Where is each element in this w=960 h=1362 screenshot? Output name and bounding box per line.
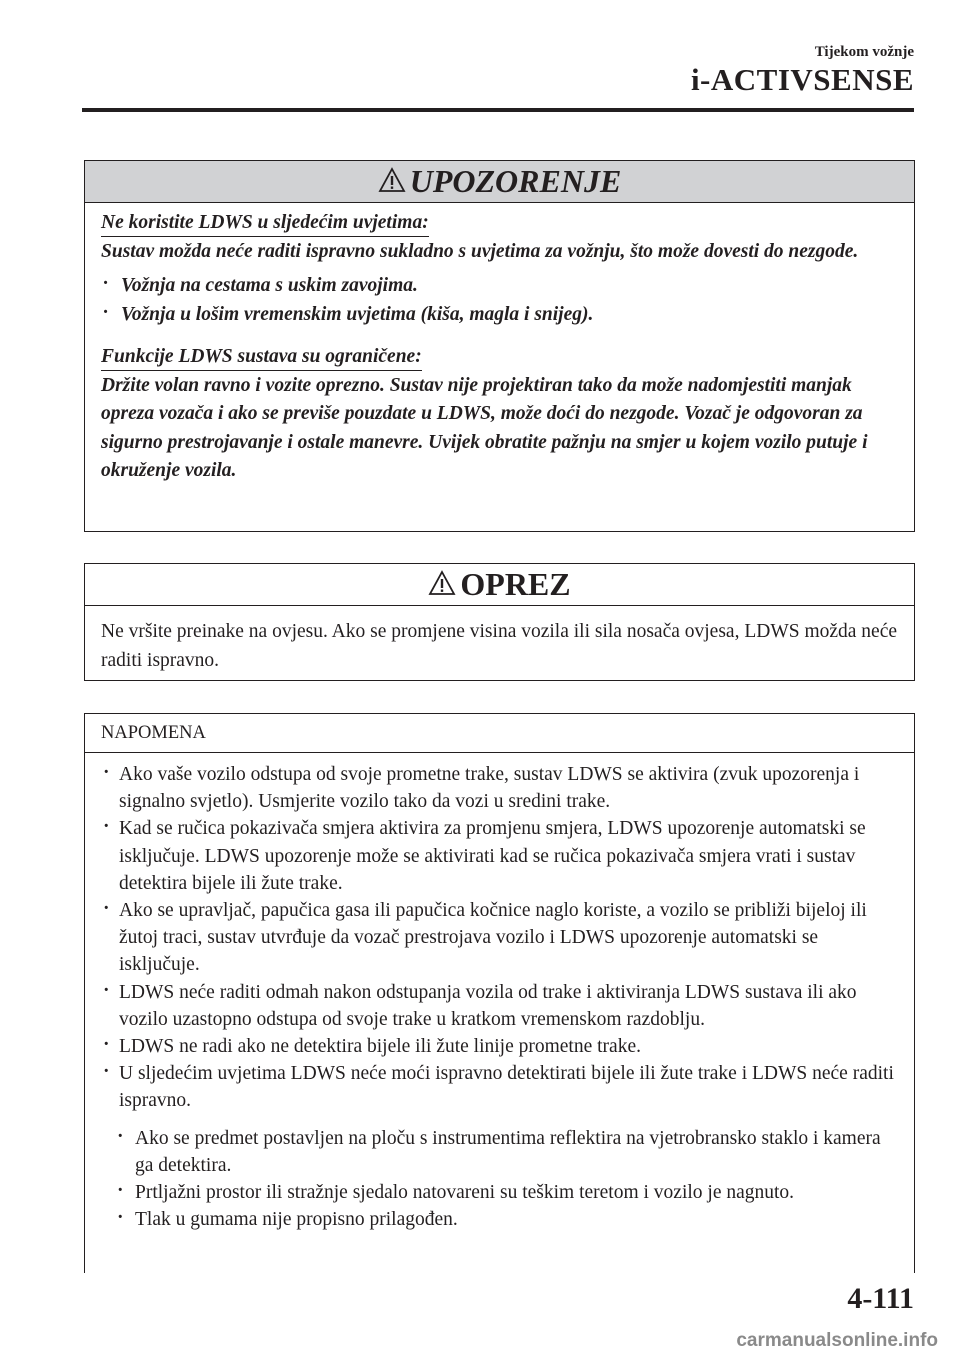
note-subitem: · Prtljažni prostor ili stražnje sjedalo natovareni su teškim teretom i vozilo je nagnuto.: [99, 1179, 898, 1206]
note-item: · Kad se ručica pokazivača smjera aktivira za promjenu smjera, LDWS upozorenje automatski se isključuje. LDWS upozorenje može se aktivirati kad se ručica pokazivača smjera vrati i sustav detektira bijele ili žute trake.: [99, 815, 898, 897]
watermark: carmanualsonline.info: [736, 1330, 938, 1351]
note-body: [85, 753, 914, 1233]
warning-box: [84, 160, 915, 532]
note-sublist: [99, 1125, 898, 1234]
caution-text: Ne vršite preinake na ovjesu. Ako se promjene visina vozila ili sila nosača ovjesa, LDWS možda neće raditi ispravno.: [101, 621, 898, 671]
note-subitem: · Ako se predmet postavljen na ploču s instrumentima reflektira na vjetrobransko staklo i kamera ga detektira.: [99, 1125, 898, 1179]
caution-title: OPREZ: [460, 566, 571, 602]
warning-title: UPOZORENJE: [409, 163, 622, 199]
note-item: · Ako vaše vozilo odstupa od svoje prometne trake, sustav LDWS se aktivira (zvuk upozorenja i signalno svjetlo). Usmjerite vozilo tako da vozi u sredini trake.: [99, 761, 898, 815]
note-title: NAPOMENA: [85, 714, 914, 753]
warning-text-2: Držite volan ravno i vozite oprezno. Sustav nije projektiran tako da može nadomjestiti manjak opreza vozača i ako se previše pouzdate u LDWS, može doći do nezgode. Vozač je odgovoran za sigurno prestrojavanje i ostale manevre. Uvijek obratite pažnju na smjer u kojem vozilo putuje i okruženje vozila.: [101, 374, 868, 481]
header-section: Tijekom vožnje: [814, 44, 914, 60]
warning-text-1: Sustav možda neće raditi ispravno sukladno s uvjetima za vožnju, što može dovesti do nezgode.: [101, 240, 859, 262]
warning-header: [85, 161, 914, 203]
warning-triangle-icon: [378, 167, 406, 193]
warning-body: [85, 203, 914, 486]
note-item: · Ako se upravljač, papučica gasa ili papučica kočnice naglo koriste, a vozilo se približi bijeloj ili žutoj traci, sustav utvrđuje da vozač prestrojava vozilo i LDWS upozorenje automatski se isključuje.: [99, 897, 898, 979]
warning-heading-1: Ne koristite LDWS u sljedećim uvjetima:: [101, 210, 429, 237]
note-box: [84, 713, 915, 1273]
note-item: · U sljedećim uvjetima LDWS neće moći ispravno detektirati bijele ili žute trake i LDWS neće raditi ispravno.: [99, 1060, 898, 1114]
note-item: · LDWS ne radi ako ne detektira bijele ili žute linije prometne trake.: [99, 1033, 898, 1060]
warning-bullet: · Vožnja u lošim vremenskim uvjetima (kiša, magla i snijeg).: [101, 301, 898, 330]
caution-header: [85, 564, 914, 606]
caution-box: [84, 563, 915, 681]
page-title: i-ACTIVSENSE: [690, 62, 914, 97]
note-subitem: · Tlak u gumama nije propisno prilagođen.: [99, 1206, 898, 1233]
warning-bullet-list: [101, 272, 898, 329]
header-rule: [82, 108, 914, 112]
warning-heading-2: Funkcije LDWS sustava su ograničene:: [101, 344, 422, 371]
note-item: · LDWS neće raditi odmah nakon odstupanja vozila od trake i aktiviranja LDWS sustava ili ako vozilo uzastopno odstupa od svoje trake u kratkom vremenskom razdoblju.: [99, 979, 898, 1033]
note-list: [99, 761, 898, 1115]
page-number: 4-111: [847, 1282, 914, 1315]
warning-bullet: · Vožnja na cestama s uskim zavojima.: [101, 272, 898, 301]
caution-triangle-icon: [428, 570, 456, 596]
